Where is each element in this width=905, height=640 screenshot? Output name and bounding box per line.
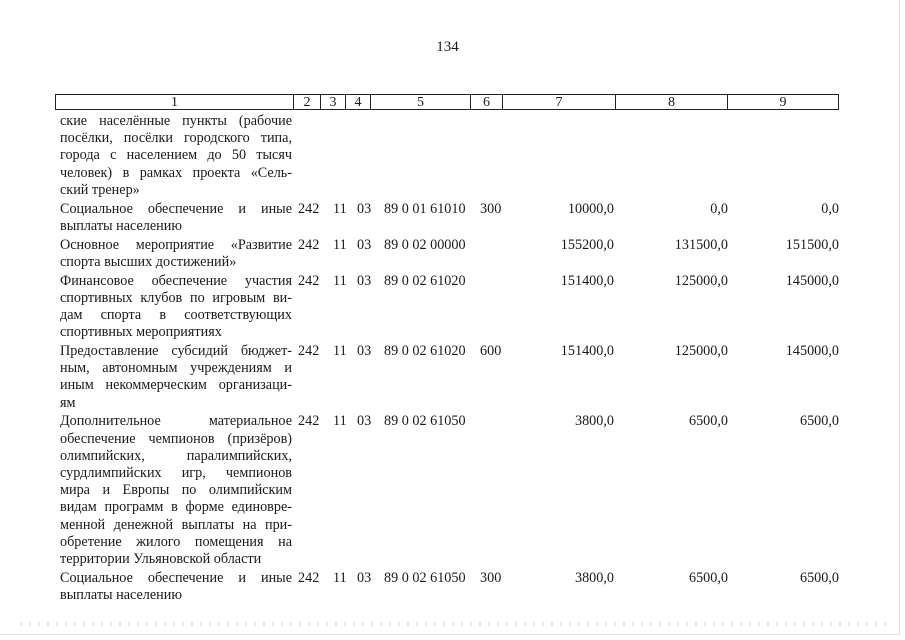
cell-c8: 0,0 [710,200,728,217]
cell-c8: 6500,0 [688,413,728,430]
row-description-line: спорта высших достижений» [60,253,237,270]
row-description-line: Социальное обеспечение и иные [60,569,292,586]
row-description-line: человек) в рамках проекта «Сель- [60,164,292,181]
cell-c3: 11 [333,236,347,253]
cell-c2: 242 [298,569,320,586]
row-description-line: ям [60,394,76,411]
cell-c5: 89 0 02 61050 [384,569,466,586]
cell-c9: 0,0 [821,200,839,217]
header-col-4: 4 [346,95,371,109]
cell-c6: 300 [480,200,502,217]
table-body [0,113,905,606]
row-description [60,570,292,604]
cell-c2: 242 [298,200,320,217]
cell-c9: 151500,0 [785,236,839,253]
row-description-line: иным некоммерческим организаци- [60,377,292,394]
row-description [60,343,292,412]
row-description-line: ным, автономным учреждениям и [60,360,292,377]
cell-c4: 03 [357,569,372,586]
row-description [60,413,292,568]
row-description-line: видам программ в форме единовре- [60,499,292,516]
row-description-line: мира и Европы по олимпийским [60,482,292,499]
page-number: 134 [436,39,459,55]
cell-c7: 151400,0 [560,272,614,289]
cell-c7: 10000,0 [567,200,614,217]
cell-c3: 11 [333,272,347,289]
cell-c4: 03 [357,200,372,217]
row-description-line: Основное мероприятие «Развитие [60,236,292,253]
cell-c6: 300 [480,569,502,586]
row-description-line: города с населением до 50 тысяч [60,147,292,164]
cell-c3: 11 [333,200,347,217]
row-description-line: выплаты населению [60,217,182,234]
table-row [0,413,905,569]
cell-c7: 151400,0 [560,342,614,359]
row-description [60,113,292,199]
table-row [0,113,905,201]
row-description [60,237,292,271]
cell-c5: 89 0 01 61010 [384,200,466,217]
cell-c2: 242 [298,272,320,289]
cell-c9: 145000,0 [785,272,839,289]
row-description-line: сурдлимпийских игр, чемпионов [60,464,292,481]
cell-c9: 6500,0 [799,569,839,586]
cell-c4: 03 [357,413,372,430]
cell-c2: 242 [298,236,320,253]
header-col-8: 8 [616,95,728,109]
table-row [0,237,905,273]
row-description-line: территории Ульяновской области [60,551,262,567]
cell-c8: 6500,0 [688,569,728,586]
cell-c5: 89 0 02 61020 [384,342,466,359]
header-col-9: 9 [779,95,787,110]
cell-c5: 89 0 02 61050 [384,413,466,430]
row-description-line: ский тренер» [60,181,140,198]
cell-c5: 89 0 02 00000 [384,236,466,253]
row-description-line: посёлки, посёлки городского типа, [60,130,292,147]
row-description-line: Предоставление субсидий бюджет- [60,342,292,359]
cell-c3: 11 [333,569,347,586]
row-description-line: выплаты населению [60,586,182,603]
row-description-line: менной денежной выплаты на при- [60,516,292,533]
cell-c3: 11 [333,342,347,359]
cell-c7: 3800,0 [574,569,614,586]
cell-c2: 242 [298,342,320,359]
header-col-1: 1 [56,95,294,109]
header-col-2: 2 [294,95,321,109]
table-row [0,570,905,606]
row-description-line: обеспечение чемпионов (призёров) [60,430,292,447]
row-description-line: спортивных клубов по игровым ви- [60,289,292,306]
header-col-6: 6 [471,95,503,109]
cell-c9: 6500,0 [799,413,839,430]
cell-c9: 145000,0 [785,342,839,359]
cell-c2: 242 [298,413,320,430]
cell-c7: 155200,0 [560,236,614,253]
row-description-line: Дополнительное материальное [60,413,292,430]
cell-c8: 125000,0 [674,272,728,289]
table-header [55,94,839,110]
table-row [0,201,905,237]
scan-artifact [20,622,890,626]
row-description-line: дам спорта в соответствующих [60,307,292,323]
cell-c4: 03 [357,236,372,253]
cell-c7: 3800,0 [574,413,614,430]
row-description-line: обретение жилого помещения на [60,533,292,550]
row-description [60,273,292,342]
header-col-7: 7 [503,95,616,109]
row-description-line: ские населённые пункты (рабочие [60,113,292,129]
row-description-line: Социальное обеспечение и иные [60,200,292,217]
header-col-3: 3 [321,95,346,109]
cell-c4: 03 [357,342,372,359]
cell-c4: 03 [357,272,372,289]
cell-c6: 600 [480,342,502,359]
row-description-line: олимпийских, паралимпийских, [60,447,292,464]
cell-c8: 125000,0 [674,342,728,359]
table-row [0,273,905,343]
cell-c3: 11 [333,413,347,430]
header-col-5: 5 [371,95,471,109]
row-description [60,201,292,235]
cell-c8: 131500,0 [674,236,728,253]
cell-c5: 89 0 02 61020 [384,272,466,289]
table-row [0,343,905,413]
row-description-line: Финансовое обеспечение участия [60,272,292,289]
row-description-line: спортивных мероприятиях [60,324,222,341]
